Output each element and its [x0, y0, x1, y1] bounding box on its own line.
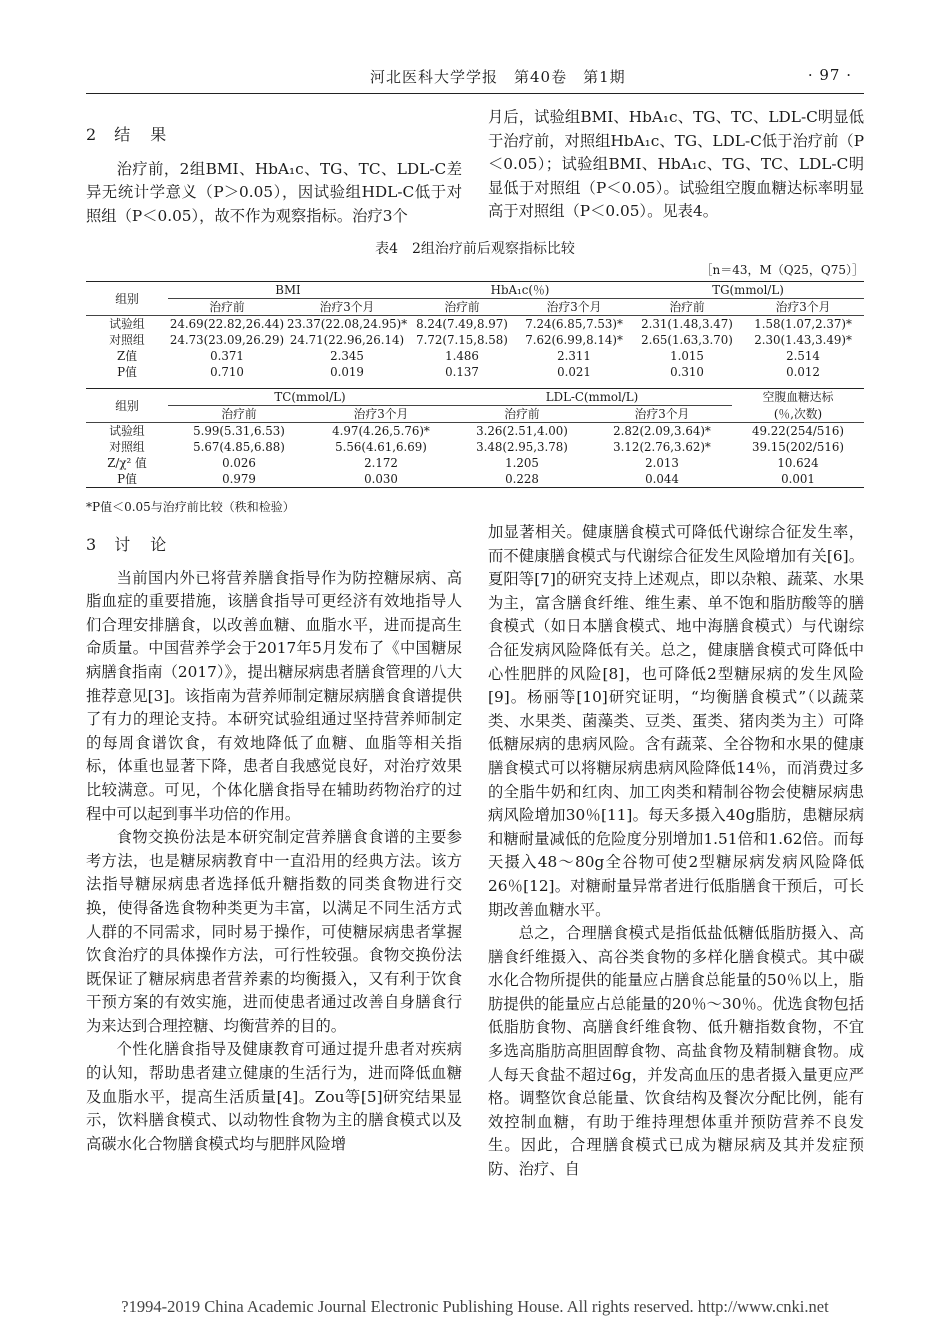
- table-cell: 10.624: [777, 456, 819, 470]
- table-header-row: [86, 389, 864, 406]
- discussion-paragraph: 当前国内外已将营养膳食指导作为防控糖尿病、高脂血症的重要措施，该膳食指导可更经济有效地指导人们合理安排膳食，以改善血糖、血脂水平，进而提高生命质量。中国营养学会于2017年5月发布了《中国糖尿病膳食指南（2017）》，提出糖尿病患者膳食管理的八大推荐意见[3]。该指南为营养师制定糖尿病膳食食谱提供了有力的理论支持。本研究试验组通过坚持营养师制定的每周食谱饮食，有效地降低了血糖、血脂等相关指标，体重也显著下降，患者自我感觉良好，对治疗效果比较满意。可见，个体化膳食指导在辅助药物治疗的过程中可以起到事半功倍的作用。: [86, 568, 462, 823]
- table-cell: 39.15(202/516): [752, 440, 844, 454]
- subheader-cell: 治疗前: [444, 300, 480, 314]
- section-2-number: 2: [86, 125, 99, 144]
- ldl-header: LDL-C(mmol/L): [452, 389, 732, 406]
- table-cell: 对照组: [109, 333, 145, 347]
- table-cell: 0.021: [557, 365, 591, 379]
- table-cell: 49.22(254/516): [752, 424, 844, 438]
- table-cell: 1.486: [445, 349, 479, 363]
- table-cell: 0.044: [645, 472, 679, 486]
- table-cell: 3.48(2.95,3.78): [476, 440, 568, 454]
- subheader-cell: 治疗3个月: [775, 300, 831, 314]
- discussion-paragraph: 食物交换份法是本研究制定营养膳食食谱的主要参考方法，也是糖尿病教育中一直沿用的经典方法。该方法指导糖尿病患者选择低升糖指数的同类食物进行交换，使得备选食物种类更为丰富，以满足不同生活方式人群的不同需求，同时易于操作，可使糖尿病患者掌握饮食治疗的具体操作方法，可行性较强。食物交换份法既保证了糖尿病患者营养素的均衡摄入，又有利于饮食干预方案的有效实施，进而使患者通过改善自身膳食行为来达到合理控糖、均衡营养的目的。: [86, 828, 462, 1035]
- discussion-right-column: [488, 521, 864, 1182]
- table-cell: 2.82(2.09,3.64)*: [613, 424, 711, 438]
- table-cell: 2.013: [645, 456, 679, 470]
- tg-header: TG(mmol/L): [632, 282, 864, 299]
- table-cell: 7.72(7.15,8.58): [416, 333, 508, 347]
- subheader-cell: 治疗前: [669, 300, 705, 314]
- table-row: [86, 332, 864, 348]
- table-row: [86, 316, 864, 333]
- table-4-part-1: [86, 281, 864, 380]
- table-cell: 2.345: [330, 349, 364, 363]
- results-paragraph-left: 治疗前，2组BMI、HbA₁c、TG、TC、LDL-C差异无统计学意义（P＞0.05），因试验组HDL-C低于对照组（P＜0.05），故不作为观察指标。治疗3个: [86, 159, 462, 225]
- table-cell: 23.37(22.08,24.95)*: [287, 317, 408, 331]
- table-cell: 2.65(1.63,3.70): [641, 333, 733, 347]
- tc-header: TC(mmol/L): [168, 389, 452, 406]
- table-cell: 4.97(4.26,5.76)*: [332, 424, 430, 438]
- table-footnote: *P值＜0.05与治疗前比较（秩和检验）: [86, 500, 295, 514]
- table-header-row: [86, 282, 864, 299]
- table-subheader-row: [86, 406, 864, 423]
- section-3-title: 讨 论: [114, 535, 169, 554]
- table-row: [86, 439, 864, 455]
- table-caption: 表4 2组治疗前后观察指标比较: [375, 241, 575, 257]
- table-subheader-row: [86, 299, 864, 316]
- table-row: [86, 471, 864, 488]
- table-note: ［n＝43，M（Q25，Q75）］: [700, 263, 864, 277]
- subheader-cell: 治疗前: [209, 300, 245, 314]
- table-cell: 24.73(23.09,26.29): [169, 333, 285, 347]
- table-cell: 8.24(7.49,8.97): [416, 317, 508, 331]
- discussion-paragraph: 加显著相关。健康膳食模式可降低代谢综合征发生率，而不健康膳食模式与代谢综合征发生风险增加有关[6]。夏阳等[7]的研究支持上述观点，即以杂粮、蔬菜、水果为主，富含膳食纤维、维生素、单不饱和脂肪酸等的膳食模式（如日本膳食模式、地中海膳食模式）与代谢综合征发病风险降低有关。总之，健康膳食模式可降低中心性肥胖的风险[8]，也可降低2型糖尿病的发生风险[9]。杨丽等[10]研究证明，“均衡膳食模式”（以蔬菜类、水果类、菌藻类、豆类、蛋类、猪肉类为主）可降低糖尿病的患病风险。含有蔬菜、全谷物和水果的健康膳食模式可以将糖尿病患病风险降低14％，而消费过多的全脂牛奶和红肉、加工肉类和精制谷物会使糖尿病患病风险增加30％[11]。每天多摄入40g脂肪，患糖尿病和糖耐量减低的危险度分别增加1.51倍和1.62倍。而每天摄入48～80g全谷物可使2型糖尿病发病风险降低26％[12]。对糖耐量异常者进行低脂膳食干预后，可长期改善血糖水平。: [488, 523, 864, 919]
- results-right-column: [488, 106, 864, 224]
- table-cell: 0.371: [210, 349, 244, 363]
- table-cell: 0.979: [222, 472, 256, 486]
- section-3-number: 3: [86, 535, 99, 554]
- table-cell: P值: [117, 472, 137, 486]
- table-cell: 24.71(22.96,26.14): [289, 333, 405, 347]
- table-cell: 3.12(2.76,3.62)*: [613, 440, 711, 454]
- table-cell: 2.514: [786, 349, 820, 363]
- section-3-heading: [86, 533, 462, 557]
- results-paragraph-right: 月后，试验组BMI、HbA₁c、TG、TC、LDL-C明显低于治疗前，对照组HbA₁c、TG、LDL-C低于治疗前（P＜0.05）；试验组BMI、HbA₁c、TG、TC、LDL-C明显低于对照组（P＜0.05）。试验组空腹血糖达标率明显高于对照组（P＜0.05）。见表4。: [488, 108, 864, 221]
- section-2-heading: [86, 123, 462, 147]
- results-left-column: [86, 123, 462, 228]
- table-cell: 0.030: [364, 472, 398, 486]
- table-cell: 7.62(6.99,8.14)*: [525, 333, 623, 347]
- table-cell: P值: [117, 365, 137, 379]
- section-2-title: 结 果: [114, 125, 169, 144]
- table-cell: 1.58(1.07,2.37)*: [754, 317, 852, 331]
- subheader-cell: 治疗前: [221, 407, 257, 421]
- fasting-glucose-unit: (％,次数): [773, 406, 823, 421]
- table-cell: 0.001: [781, 472, 815, 486]
- table-cell: 2.31(1.48,3.47): [641, 317, 733, 331]
- table-cell: 0.012: [786, 365, 820, 379]
- table-cell: 2.30(1.43,3.49)*: [754, 333, 852, 347]
- table-cell: 试验组: [109, 424, 145, 438]
- table-cell: 0.019: [330, 365, 364, 379]
- discussion-paragraph: 总之，合理膳食模式是指低盐低糖低脂肪摄入、高膳食纤维摄入、高谷类食物的多样化膳食模式。其中碳水化合物所提供的能量应占膳食总能量的50％以上，脂肪提供的能量应占总能量的20％～30％。优选食物包括低脂肪食物、高膳食纤维食物、低升糖指数食物，不宜多选高脂肪高胆固醇食物、高盐食物及精制糖食物。成人每天食盐不超过6g，并发高血压的患者摄入量更应严格。调整饮食总能量、饮食结构及餐次分配比例，能有效控制血糖，有助于维持理想体重并预防营养不良发生。因此，合理膳食模式已成为糖尿病及其并发症预防、治疗、自: [488, 924, 864, 1179]
- table-cell: 0.026: [222, 456, 256, 470]
- discussion-paragraph: 个性化膳食指导及健康教育可通过提升患者对疾病的认知，帮助患者建立健康的生活行为，进而降低血糖及血脂水平，提高生活质量[4]。Zou等[5]研究结果显示，饮料膳食模式、以动物性食物为主的膳食模式以及高碳水化合物膳食模式均与肥胖风险增: [86, 1040, 462, 1153]
- table-cell: 0.228: [505, 472, 539, 486]
- table-cell: 对照组: [109, 440, 145, 454]
- table-cell: 7.24(6.85,7.53)*: [525, 317, 623, 331]
- table-cell: 5.56(4.61,6.69): [335, 440, 427, 454]
- discussion-left-column: [86, 533, 462, 1156]
- table-cell: 1.015: [670, 349, 704, 363]
- page-number: · 97 ·: [807, 66, 852, 84]
- table-cell: 0.137: [445, 365, 479, 379]
- copyright-footer: ?1994-2019 China Academic Journal Electronic Publishing House. All rights reserved. http://www.cnki.net: [121, 1297, 829, 1316]
- hba1c-header: HbA₁c(％): [408, 282, 632, 299]
- table-row: [86, 423, 864, 440]
- table-cell: 5.99(5.31,6.53): [193, 424, 285, 438]
- subheader-cell: 治疗3个月: [634, 407, 690, 421]
- subheader-cell: 治疗3个月: [353, 407, 409, 421]
- bmi-header: BMI: [168, 282, 408, 299]
- subheader-cell: 治疗3个月: [546, 300, 602, 314]
- table-cell: 2.172: [364, 456, 398, 470]
- table-cell: 0.310: [670, 365, 704, 379]
- table-cell: Z/χ² 值: [107, 456, 147, 470]
- fasting-glucose-header: 空腹血糖达标: [762, 390, 834, 405]
- table-row: [86, 364, 864, 380]
- journal-header: 河北医科大学学报 第40卷 第1期: [370, 68, 626, 86]
- table-cell: 2.311: [557, 349, 591, 363]
- header-rule: [86, 93, 864, 94]
- table-cell: 3.26(2.51,4.00): [476, 424, 568, 438]
- table-cell: 5.67(4.85,6.88): [193, 440, 285, 454]
- table-cell: 0.710: [210, 365, 244, 379]
- table-cell: 24.69(22.82,26.44): [169, 317, 285, 331]
- table-row: [86, 348, 864, 364]
- group-column-header: 组别: [115, 291, 139, 306]
- subheader-cell: 治疗前: [504, 407, 540, 421]
- table-cell: 1.205: [505, 456, 539, 470]
- table-cell: Z值: [117, 349, 137, 363]
- table-row: [86, 455, 864, 471]
- subheader-cell: 治疗3个月: [319, 300, 375, 314]
- group-column-header: 组别: [115, 398, 139, 413]
- table-cell: 试验组: [109, 317, 145, 331]
- table-4-part-2: [86, 388, 864, 488]
